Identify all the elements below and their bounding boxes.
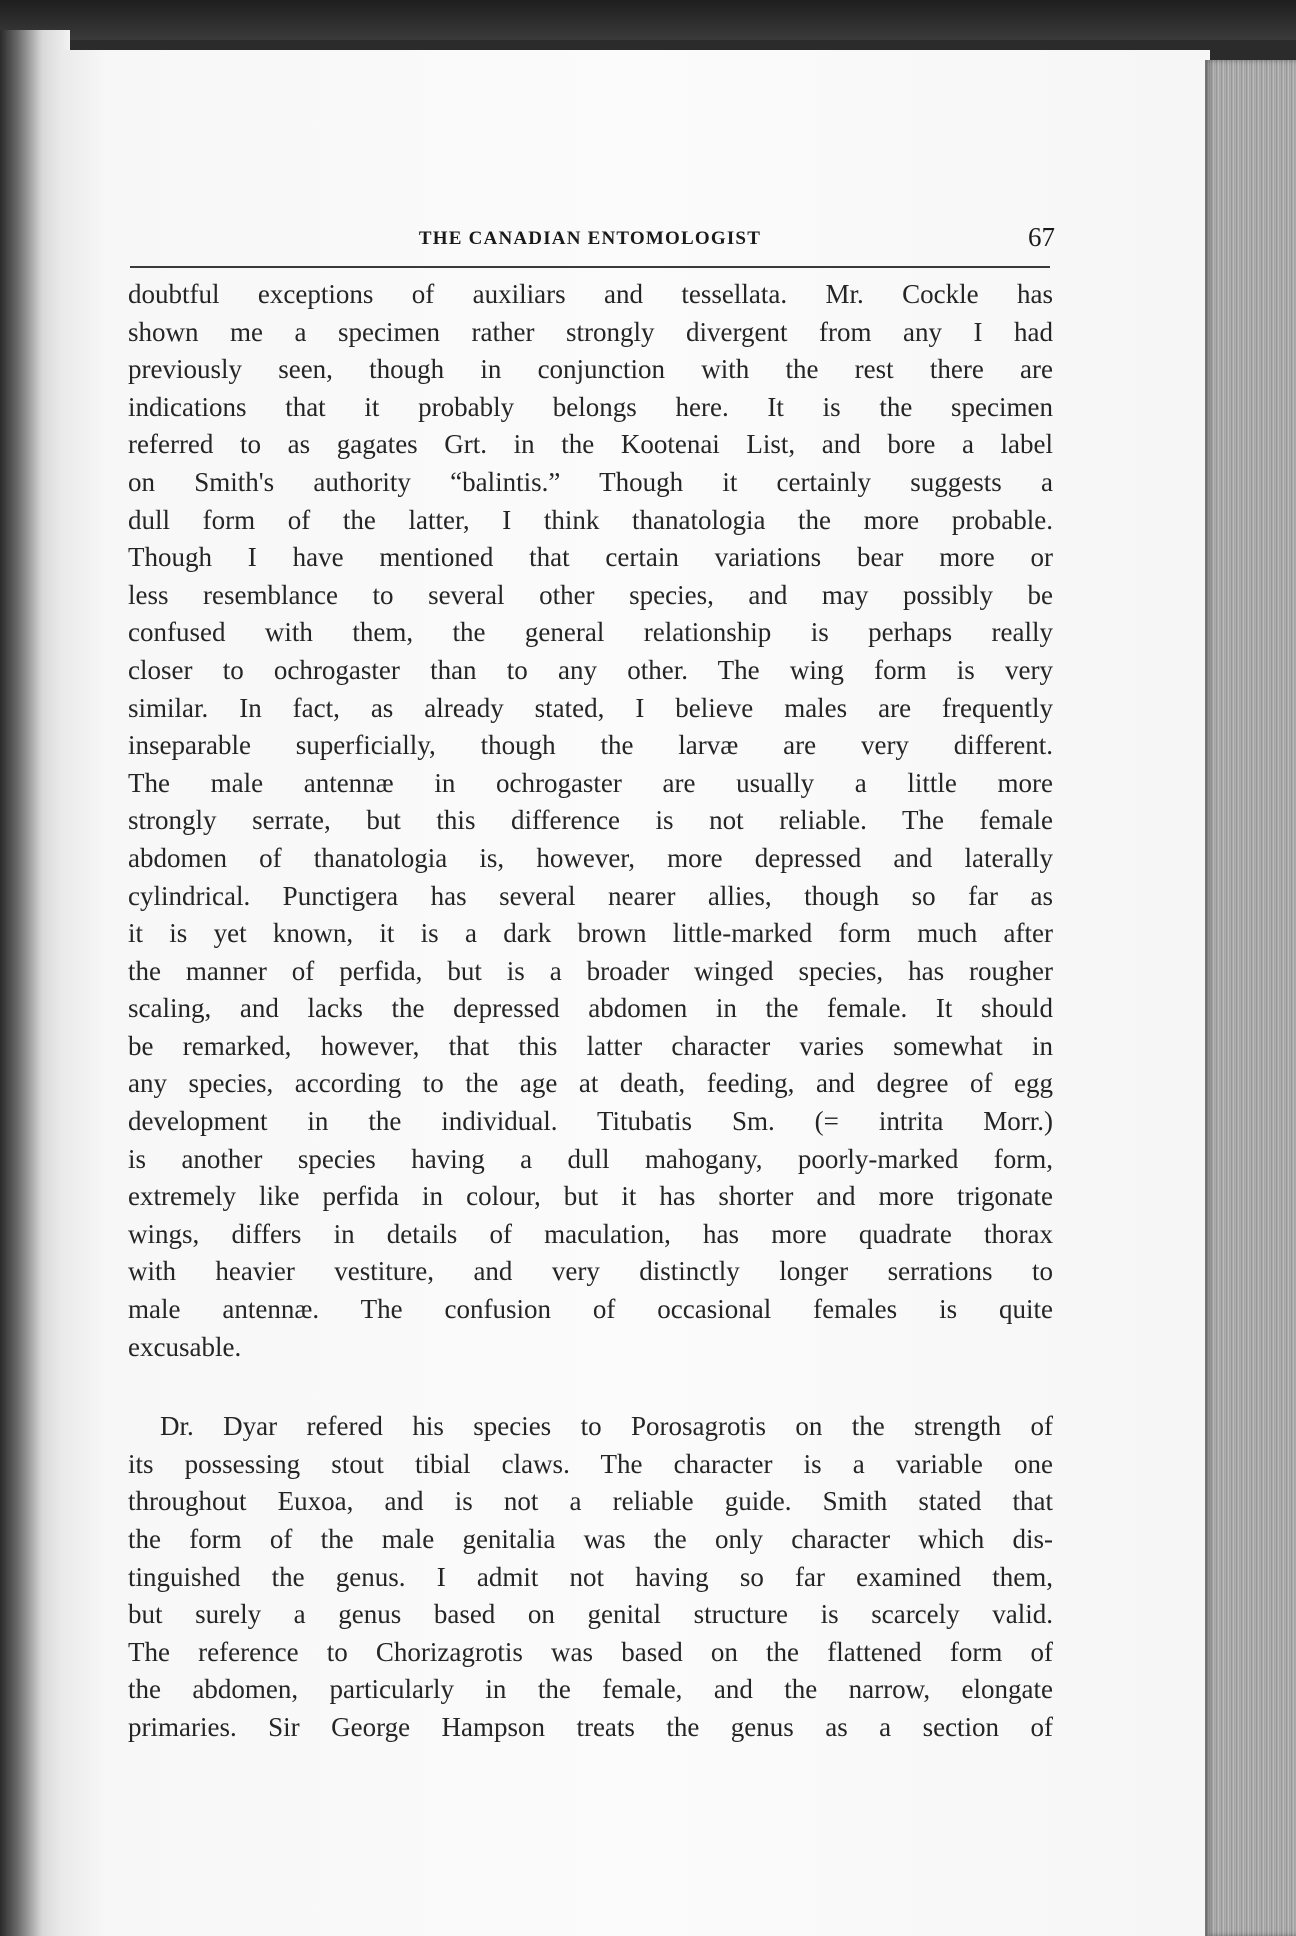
text-line: excusable. [128, 1331, 242, 1362]
text-line: is another species having a dull mahogany, poorly-marked form, [128, 1143, 1053, 1174]
text-line: the abdomen, particularly in the female, and the narrow, elongate [128, 1674, 1053, 1705]
text-line: development in the individual. Titubatis Sm. (= intrita Morr.) [128, 1106, 1053, 1137]
text-line: less resemblance to several other species, and may possibly be [128, 579, 1053, 610]
page-edges [1205, 60, 1296, 1936]
text-line: its possessing stout tibial claws. The character is a variable one [128, 1448, 1053, 1479]
text-line: on Smith's authority “balintis.” Though it certainly suggests a [128, 466, 1053, 497]
text-line: confused with them, the general relationship is perhaps really [128, 617, 1053, 648]
text-line: Dr. Dyar refered his species to Porosagrotis on the strength of [160, 1411, 1053, 1442]
scan-top-shadow [0, 0, 1296, 40]
text-line: previously seen, though in conjunction with the rest there are [128, 354, 1053, 385]
page-header [125, 222, 1055, 262]
text-line: shown me a specimen rather strongly divergent from any I had [128, 316, 1053, 347]
text-line: extremely like perfida in colour, but it has shorter and more trigonate [128, 1181, 1053, 1212]
text-line: but surely a genus based on genital structure is scarcely valid. [128, 1599, 1053, 1630]
text-line: tinguished the genus. I admit not having so far examined them, [128, 1561, 1053, 1592]
text-line: The reference to Chorizagrotis was based on the flattened form of [128, 1636, 1053, 1667]
text-line: the form of the male genitalia was the only character which dis- [128, 1524, 1053, 1554]
text-line: referred to as gagates Grt. in the Kootenai List, and bore a label [128, 429, 1053, 460]
text-line: any species, according to the age at death, feeding, and degree of egg [128, 1068, 1053, 1099]
text-line: with heavier vestiture, and very distinctly longer serrations to [128, 1256, 1053, 1287]
text-line: Though I have mentioned that certain variations bear more or [128, 542, 1053, 573]
text-line: similar. In fact, as already stated, I believe males are frequently [128, 692, 1053, 723]
text-line: throughout Euxoa, and is not a reliable guide. Smith stated that [128, 1486, 1053, 1517]
text-line: cylindrical. Punctigera has several nearer allies, though so far as [128, 880, 1053, 911]
text-line: doubtful exceptions of auxiliars and tessellata. Mr. Cockle has [128, 279, 1053, 309]
text-line: abdomen of thanatologia is, however, more depressed and laterally [128, 842, 1053, 873]
text-line: The male antennæ in ochrogaster are usually a little more [128, 767, 1053, 798]
text-line: it is yet known, it is a dark brown little-marked form much after [128, 918, 1053, 949]
running-head: THE CANADIAN ENTOMOLOGIST [418, 228, 762, 249]
header-rule [130, 266, 1050, 268]
body-text [128, 276, 1053, 1747]
page-number: 67 [1028, 222, 1055, 252]
text-line: dull form of the latter, I think thanatologia the more probable. [128, 504, 1053, 535]
text-line: male antennæ. The confusion of occasional females is quite [128, 1294, 1053, 1325]
paragraph-1 [128, 276, 1053, 1366]
text-line: primaries. Sir George Hampson treats the genus as a section of [128, 1711, 1053, 1742]
text-line: scaling, and lacks the depressed abdomen in the female. It should [128, 993, 1053, 1024]
paragraph-2 [128, 1408, 1053, 1746]
text-line: be remarked, however, that this latter character varies somewhat in [128, 1030, 1053, 1061]
text-line: indications that it probably belongs here. It is the specimen [128, 391, 1053, 422]
text-line: strongly serrate, but this difference is not reliable. The female [128, 805, 1053, 836]
text-line: wings, differs in details of maculation, has more quadrate thorax [128, 1218, 1053, 1249]
text-line: closer to ochrogaster than to any other. The wing form is very [128, 654, 1053, 685]
text-line: inseparable superficially, though the larvæ are very different. [128, 730, 1053, 761]
text-line: the manner of perfida, but is a broader winged species, has rougher [128, 955, 1053, 986]
